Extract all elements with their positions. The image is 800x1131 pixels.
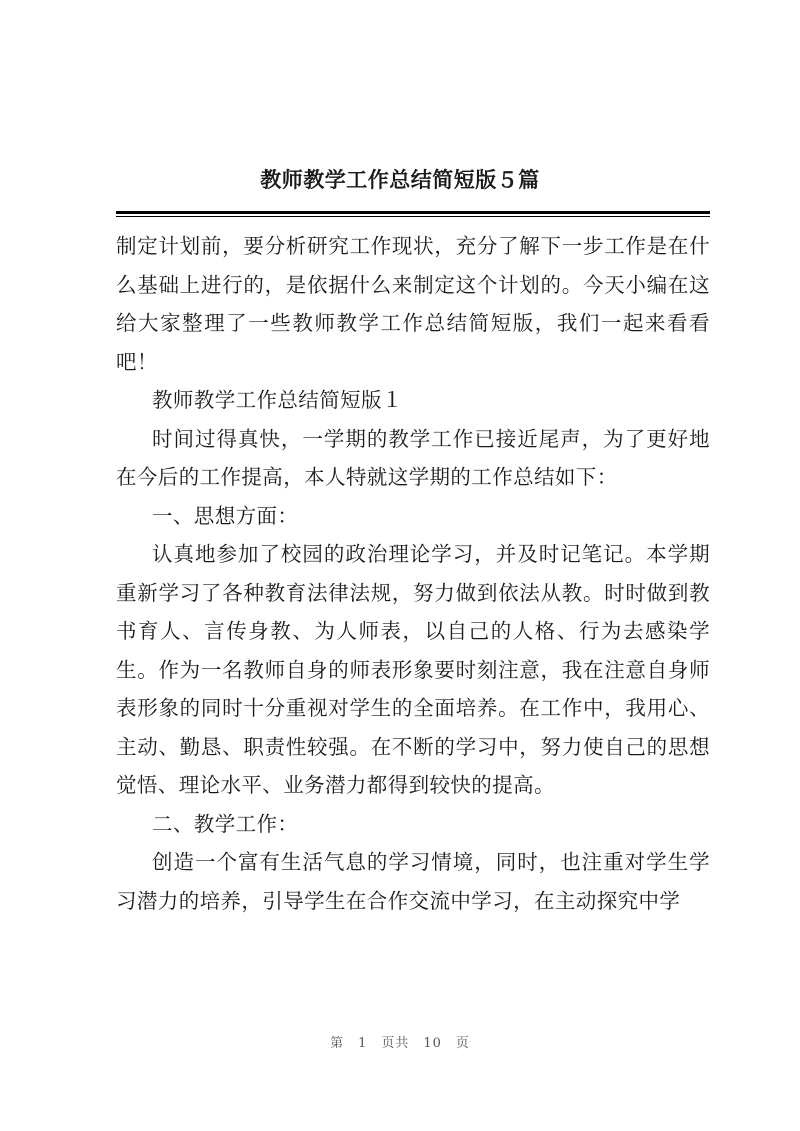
subheading-thought: 一、思想方面： bbox=[152, 503, 299, 528]
page-number-footer: 第 1 页共 10 页 bbox=[330, 1036, 470, 1051]
intro-paragraph: 制定计划前，要分析研究工作现状，充分了解下一步工作是在什么基础上进行的，是依据什么来制定这个计划的。今天小编在这给大家整理了一些教师教学工作总结简短版，我们一起来看看吧！ bbox=[116, 234, 710, 374]
document-body bbox=[116, 227, 710, 920]
opening-paragraph: 时间过得真快，一学期的教学工作已接近尾声，为了更好地在今后的工作提高，本人特就这学期的工作总结如下： bbox=[116, 426, 710, 489]
document-title: 教师教学工作总结简短版５篇 bbox=[260, 167, 540, 192]
thought-paragraph: 认真地参加了校园的政治理论学习，并及时记笔记。本学期重新学习了各种教育法律法规，努力做到依法从教。时时做到教书育人、言传身教、为人师表，以自己的人格、行为去感染学生。作为一名教师自身的师表形象要时刻注意，我在注意自身师表形象的同时十分重视对学生的全面培养。在工作中，我用心、主动、勤恳、职责性较强。在不断的学习中，努力使自己的思想觉悟、理论水平、业务潜力都得到较快的提高。 bbox=[116, 542, 710, 797]
section-heading-1: 教师教学工作总结简短版１ bbox=[152, 388, 403, 412]
title-rule-thick bbox=[116, 211, 710, 214]
subheading-teaching: 二、教学工作： bbox=[152, 811, 299, 836]
title-rule-thin bbox=[116, 216, 710, 217]
teaching-paragraph: 创造一个富有生活气息的学习情境，同时，也注重对学生学习潜力的培养，引导学生在合作交流中学习，在主动探究中学 bbox=[116, 850, 710, 913]
